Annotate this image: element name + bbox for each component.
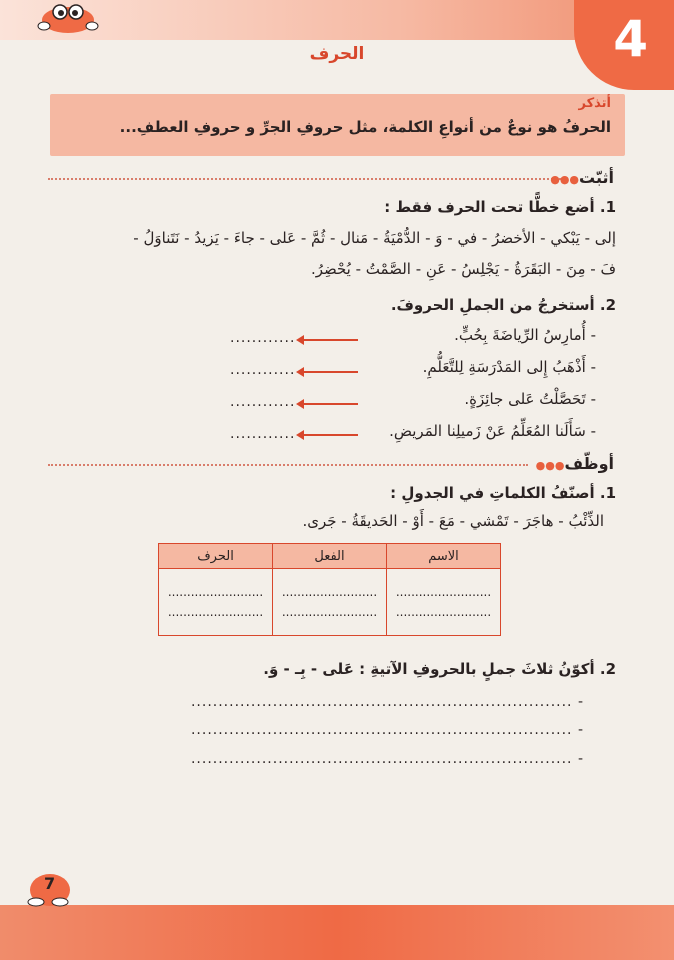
section-heading-1 [546, 168, 614, 187]
question-4 [263, 660, 616, 678]
sentence-1: - أُمارِسُ الرِّياضَةَ بِحُبٍّ. [454, 326, 596, 344]
dots-icon: ●●● [535, 459, 565, 472]
section-title: أوظّف [564, 454, 614, 473]
question-number: 2. [599, 660, 616, 678]
bottom-banner [0, 905, 674, 960]
cell-blank[interactable]: ......................... [167, 585, 264, 599]
cell-blank[interactable]: ......................... [281, 585, 378, 599]
answer-blank[interactable]: ............ [230, 394, 296, 410]
classification-table [158, 543, 501, 636]
dots-icon: ●●● [550, 173, 580, 186]
writing-line-3[interactable]: - ...................................................................... [190, 751, 584, 767]
word-list: الذِّئْبُ - هاجَرَ - تَمْشي - مَعَ - أَوْ - الحَديقَةُ - جَرى. [302, 512, 604, 530]
answer-blank[interactable]: ............ [230, 426, 296, 442]
question-number: 1. [599, 484, 616, 502]
answer-cell-verb[interactable] [273, 569, 387, 636]
question-text: أكوّنُ ثلاثَ جملٍ بالحروفِ الآتيةِ : عَلى - بِـ - وَ. [263, 660, 595, 678]
question-text: أستخرجُ من الجملِ الحروفَ. [390, 296, 595, 314]
arrow-left-icon [298, 403, 358, 405]
question-number: 2. [599, 296, 616, 314]
sentence-2: - أَذْهَبُ إِلى المَدْرَسَةِ لِلتَّعَلُّمِ. [422, 358, 596, 376]
question-text: أضع خطًّا تحت الحرف فقط : [384, 198, 595, 216]
writing-line-1[interactable]: - ...................................................................... [190, 694, 584, 710]
page-title: الحرف [309, 44, 365, 64]
header-verb: الفعل [273, 544, 387, 569]
answer-blank[interactable]: ............ [230, 362, 296, 378]
question-number: 1. [599, 198, 616, 216]
mascot-icon [36, 0, 100, 34]
writing-line-2[interactable]: - ...................................................................... [190, 722, 584, 738]
remember-label: أتذكر [578, 96, 611, 111]
word-line-1: إلى - يَبْكي - الأخضرُ - في - وَ - الدُّمْيَةُ - مَنال - ثُمَّ - عَلى - جاءَ - يَزيدُ - نَتَناوَلُ - [133, 229, 616, 247]
section-title: أثبّت [579, 168, 614, 187]
answer-blank[interactable]: ............ [230, 330, 296, 346]
table-row [159, 569, 501, 636]
table-header-row [159, 544, 501, 569]
lesson-number: 4 [613, 10, 648, 68]
question-1 [384, 198, 616, 216]
answer-cell-noun[interactable] [387, 569, 501, 636]
question-2 [391, 296, 616, 314]
page-number: 7 [44, 874, 56, 893]
remember-text: الحرفُ هو نوعٌ من أنواعِ الكلمة، مثل حروفِ الجرِّ و حروفِ العطفِ... [119, 118, 611, 136]
section-heading-2 [532, 454, 614, 473]
answer-cell-particle[interactable] [159, 569, 273, 636]
cell-blank[interactable]: ......................... [395, 605, 492, 619]
cell-blank[interactable]: ......................... [281, 605, 378, 619]
top-banner [0, 0, 674, 40]
section-divider [48, 178, 568, 184]
remember-box [50, 94, 625, 156]
arrow-left-icon [298, 339, 358, 341]
cell-blank[interactable]: ......................... [395, 585, 492, 599]
header-noun: الاسم [387, 544, 501, 569]
question-3 [390, 484, 616, 502]
section-divider [48, 464, 528, 470]
header-particle: الحرف [159, 544, 273, 569]
arrow-left-icon [298, 371, 358, 373]
question-text: أصنّفُ الكلماتِ في الجدولِ : [390, 484, 595, 502]
word-line-2: فَ - مِنَ - البَقَرَةُ - يَجْلِسُ - عَنِ - الصَّمْتُ - يُحْضِرُ. [310, 260, 616, 278]
arrow-left-icon [298, 434, 358, 436]
sentence-3: - تَحَصَّلْتُ عَلى جائِزَةٍ. [464, 390, 596, 408]
cell-blank[interactable]: ......................... [167, 605, 264, 619]
sentence-4: - سَأَلَنا المُعَلِّمُ عَنْ زَميلِنا المَريضِ. [389, 422, 596, 440]
